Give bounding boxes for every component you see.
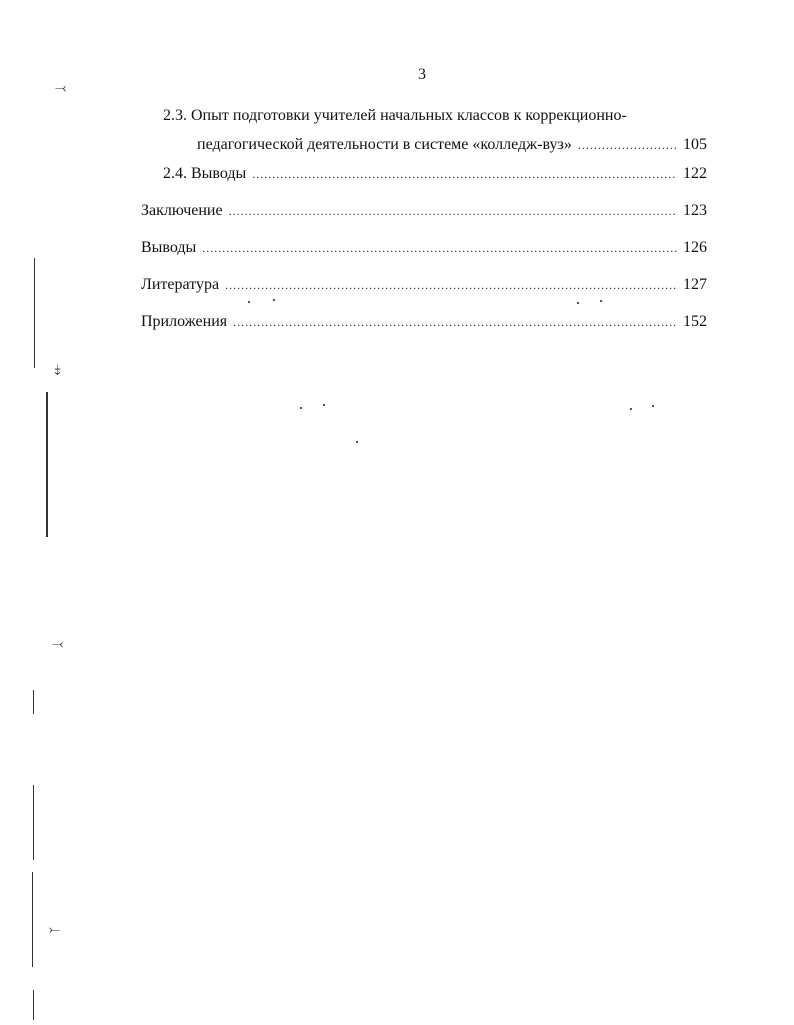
toc-entry-label: 2.4. Выводы (163, 165, 247, 182)
toc-entry-conclusion (141, 201, 707, 221)
toc-entry-2-3 (197, 135, 707, 155)
scan-edge-line (33, 690, 34, 714)
toc-leader-dots (202, 238, 677, 258)
toc-leader-dots (225, 275, 677, 295)
toc-leader-dots (229, 201, 677, 221)
toc-entry-findings (141, 238, 707, 258)
toc-entry-2-4 (163, 164, 707, 184)
scan-speck (652, 405, 654, 407)
scan-edge-line (33, 990, 34, 1020)
toc-page-number: 105 (683, 136, 707, 153)
toc-page-number: 152 (683, 313, 707, 330)
page-number: 3 (418, 66, 426, 83)
toc-entry-2-3-line1: 2.3. Опыт подготовки учителей начальных классов к коррекционно- (163, 107, 627, 124)
scan-edge-line (33, 785, 34, 860)
scan-speck (356, 441, 358, 443)
toc-leader-dots (252, 164, 677, 184)
hole-punch-mark-icon: ⤈ (54, 362, 61, 378)
scan-edge-line (46, 392, 48, 537)
toc-entry-label: педагогической деятельности в системе «колледж-вуз» (197, 136, 572, 153)
scan-speck (323, 404, 325, 406)
hole-punch-mark-icon: ⤙ (52, 636, 64, 652)
toc-leader-dots (233, 312, 677, 332)
toc-entry-literature (141, 275, 707, 295)
scan-speck (600, 300, 602, 302)
toc-entry-appendices (141, 312, 707, 332)
scan-speck (300, 407, 302, 409)
toc-entry-label: Литература (141, 276, 220, 293)
scan-edge-line (32, 872, 33, 967)
scan-edge-line (34, 258, 35, 368)
toc-entry-label: Приложения (141, 313, 228, 330)
hole-punch-mark-icon: ⤙ (55, 80, 67, 96)
toc-leader-dots (578, 135, 677, 155)
scan-speck (273, 299, 275, 301)
hole-punch-mark-icon: ⤚ (49, 922, 61, 938)
toc-page-number: 127 (683, 276, 707, 293)
toc-page-number: 123 (683, 202, 707, 219)
toc-entry-label: Выводы (141, 239, 197, 256)
toc-page-number: 126 (683, 239, 707, 256)
scan-speck (630, 408, 632, 410)
scan-speck (248, 301, 250, 303)
scan-speck (577, 302, 579, 304)
toc-page-number: 122 (683, 165, 707, 182)
toc-entry-label: Заключение (141, 202, 223, 219)
